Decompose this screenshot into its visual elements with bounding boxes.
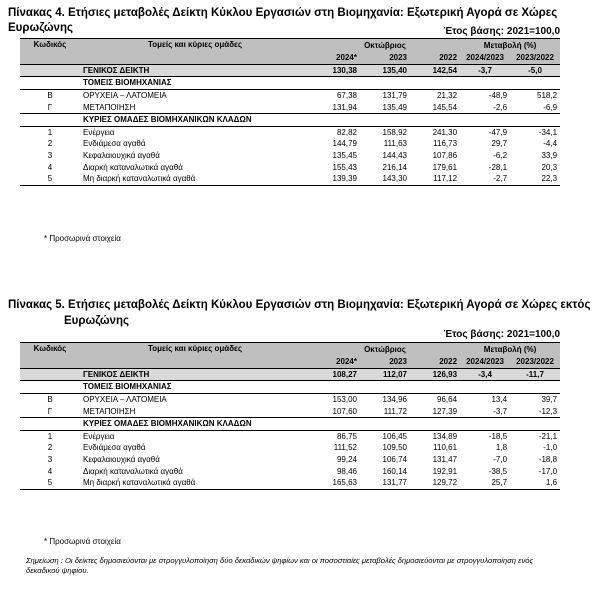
section-label: ΚΥΡΙΕΣ ΟΜΑΔΕΣ ΒΙΟΜΗΧΑΝΙΚΩΝ ΚΛΑΔΩΝ [80, 417, 560, 430]
row-label: Διαρκή καταναλωτικά αγαθά [83, 162, 183, 172]
cell-value: 134,96 [382, 395, 407, 405]
cell-code: 4 [47, 162, 53, 172]
cell-value: 131,77 [360, 477, 410, 489]
cell-value: 111,63 [383, 139, 407, 149]
cell-value: -18,5 [488, 431, 508, 441]
cell-value: -38,5 [488, 466, 508, 476]
cell-value: -6,2 [493, 151, 508, 161]
cell-code: 3 [47, 151, 53, 161]
cell-code: Γ [20, 101, 80, 113]
table-row [20, 454, 560, 466]
col-change-header: Μεταβολή (%) [460, 343, 560, 357]
cell-value: -21,1 [538, 431, 558, 441]
table-row [20, 442, 560, 454]
table5-title-line1: Πίνακας 5. Ετήσιες μεταβολές Δείκτη Κύκλου Εργασιών στη Βιομηχανία: Εξωτερική Αγορά σε Χώρες εκτός [8, 299, 591, 311]
table-row [20, 173, 560, 185]
table-row [20, 126, 560, 138]
cell-value: 129,72 [410, 477, 460, 489]
table5-title-line2: Ευρωζώνης [64, 315, 129, 327]
cell-value: 165,63 [310, 477, 360, 489]
cell-value: 144,43 [382, 151, 407, 161]
cell-value: 86,75 [336, 431, 357, 441]
table-row [20, 477, 560, 489]
cell-value: 33,9 [541, 151, 558, 161]
col-sectors-header: Τομείς και κύριες ομάδες [80, 343, 310, 369]
cell-value: 155,43 [332, 162, 357, 172]
cell-value: -47,9 [488, 127, 508, 137]
row-label: ΟΡΥΧΕΙΑ – ΛΑΤΟΜΕΙΑ [83, 395, 167, 405]
cell-code: 2 [47, 139, 53, 149]
col-change-header: Μεταβολή (%) [460, 39, 560, 53]
cell-value: 131,47 [432, 455, 458, 465]
cell-value: 241,30 [432, 127, 458, 137]
cell-value: 127,39 [410, 405, 460, 417]
cell-value: 135,40 [360, 64, 410, 77]
footnote: Σημείωση : Οι δείκτες δημοσιεύονται με στρογγυλοποίηση δύο δεκαδικών ψηφίων και οι ποσοστιαίες μεταβολές δημοσιεύονται με στρογγυλοποίηση ενός δεκαδικού ψηφίου. [26, 556, 534, 575]
cell-value: 98,46 [336, 466, 357, 476]
cell-value: 25,7 [460, 477, 510, 489]
cell-value: 160,14 [382, 466, 407, 476]
cell-code: 5 [20, 173, 80, 185]
row-label: ΜΕΤΑΠΟΙΗΣΗ [80, 405, 310, 417]
cell-code: 1 [47, 127, 53, 137]
col-change-2023-2022-header: 2023/2022 [510, 356, 560, 368]
table4-base-year: Έτος βάσης: 2021=100,0 [443, 26, 560, 37]
cell-value: 99,24 [336, 455, 357, 465]
cell-value: 1,8 [495, 443, 508, 453]
col-sectors-header: Τομείς και κύριες ομάδες [80, 39, 310, 65]
cell-code: 1 [47, 431, 53, 441]
table-row [20, 393, 560, 405]
table-row [20, 138, 560, 150]
col-october-header: Οκτώβριος [310, 39, 460, 53]
cell-value: 108,27 [310, 368, 360, 381]
table5-base-year: Έτος βάσης: 2021=100,0 [443, 329, 560, 340]
cell-value: 106,74 [382, 455, 407, 465]
table-row [20, 150, 560, 162]
col-2024-header: 2024* [310, 356, 360, 368]
cell-value: -6,9 [510, 101, 560, 113]
cell-value: 67,38 [336, 91, 357, 101]
cell-value: -2,6 [460, 101, 510, 113]
col-change-2024-2023-header: 2024/2023 [460, 52, 510, 64]
row-label: ΜΕΤΑΠΟΙΗΣΗ [80, 101, 310, 113]
row-label: ΓΕΝΙΚΟΣ ΔΕΙΚΤΗ [80, 64, 310, 77]
cell-value: 116,73 [433, 139, 458, 149]
cell-value: -48,9 [488, 91, 508, 101]
cell-value: 518,2 [537, 91, 558, 101]
cell-value: -3,7 [460, 405, 510, 417]
cell-value: -1,0 [543, 443, 558, 453]
cell-value: 192,91 [432, 466, 458, 476]
table4-note: * Προσωρινά στοιχεία [44, 234, 121, 243]
col-2023-header: 2023 [360, 52, 410, 64]
cell-value: 144,79 [332, 139, 357, 149]
cell-value: 107,86 [432, 151, 458, 161]
cell-value: 111,72 [360, 405, 410, 417]
cell-value: 21,32 [437, 91, 458, 101]
cell-value: 82,82 [336, 127, 357, 137]
row-label: Μη διαρκή καταναλωτικά αγαθά [80, 173, 310, 185]
table-row-general-index [20, 368, 560, 381]
cell-value: -2,7 [460, 173, 510, 185]
cell-code: 5 [20, 477, 80, 489]
cell-value: 1,6 [510, 477, 560, 489]
cell-value: 126,93 [410, 368, 460, 381]
col-2023-header: 2023 [360, 356, 410, 368]
row-label: Κεφαλαιουχικά αγαθά [83, 151, 160, 161]
col-code-header: Κωδικός [20, 343, 80, 369]
cell-value: -11,7 [510, 368, 560, 381]
table5-note: * Προσωρινά στοιχεία [44, 537, 121, 546]
table-row [20, 161, 560, 173]
cell-value: 106,45 [382, 431, 407, 441]
cell-value: 139,39 [310, 173, 360, 185]
cell-value: -18,8 [538, 455, 558, 465]
cell-value: -34,1 [538, 127, 558, 137]
cell-value: 29,7 [491, 139, 508, 149]
table4 [20, 38, 560, 186]
cell-value: 135,45 [332, 151, 357, 161]
row-label: ΓΕΝΙΚΟΣ ΔΕΙΚΤΗ [80, 368, 310, 381]
row-label: Κεφαλαιουχικά αγαθά [83, 455, 160, 465]
table-row [20, 101, 560, 113]
cell-value: 143,30 [360, 173, 410, 185]
cell-code: Γ [20, 405, 80, 417]
cell-value: 109,50 [382, 443, 407, 453]
cell-value: 96,64 [437, 395, 458, 405]
cell-code: 2 [47, 443, 53, 453]
section-label: ΤΟΜΕΙΣ ΒΙΟΜΗΧΑΝΙΑΣ [80, 381, 560, 394]
section-heading-groups [20, 417, 560, 430]
section-label: ΚΥΡΙΕΣ ΟΜΑΔΕΣ ΒΙΟΜΗΧΑΝΙΚΩΝ ΚΛΑΔΩΝ [80, 113, 560, 126]
section-heading-sectors [20, 77, 560, 90]
cell-value: 39,7 [541, 395, 558, 405]
table-row [20, 405, 560, 417]
cell-value: -28,1 [488, 162, 508, 172]
section-heading-groups [20, 113, 560, 126]
cell-value: 153,00 [332, 395, 357, 405]
row-label: Διαρκή καταναλωτικά αγαθά [83, 466, 183, 476]
cell-value: -3,7 [460, 64, 510, 77]
col-code-header: Κωδικός [20, 39, 80, 65]
section-heading-sectors [20, 381, 560, 394]
row-label: Ενέργεια [83, 431, 115, 441]
row-label: Μη διαρκή καταναλωτικά αγαθά [80, 477, 310, 489]
cell-value: 131,79 [382, 91, 407, 101]
cell-value: 117,12 [410, 173, 460, 185]
cell-value: 135,49 [360, 101, 410, 113]
cell-value: 110,61 [433, 443, 458, 453]
cell-value: 158,92 [382, 127, 407, 137]
cell-value: 142,54 [410, 64, 460, 77]
cell-value: 179,61 [432, 162, 458, 172]
col-2022-header: 2022 [410, 356, 460, 368]
cell-value: 216,14 [382, 162, 407, 172]
section-label: ΤΟΜΕΙΣ ΒΙΟΜΗΧΑΝΙΑΣ [80, 77, 560, 90]
cell-code: 4 [47, 466, 53, 476]
cell-value: 20,3 [541, 162, 558, 172]
cell-value: 131,94 [310, 101, 360, 113]
cell-value: -12,3 [510, 405, 560, 417]
table-row [20, 430, 560, 442]
table-row [20, 89, 560, 101]
cell-value: 112,07 [360, 368, 410, 381]
col-october-header: Οκτώβριος [310, 343, 460, 357]
cell-value: -3,4 [460, 368, 510, 381]
cell-value: -5,0 [510, 64, 560, 77]
table4-header-row-1 [20, 39, 560, 53]
table-row-general-index [20, 64, 560, 77]
cell-value: 145,54 [410, 101, 460, 113]
cell-value: -7,0 [493, 455, 508, 465]
row-label: ΟΡΥΧΕΙΑ – ΛΑΤΟΜΕΙΑ [83, 91, 167, 101]
cell-code: 3 [47, 455, 53, 465]
table-row [20, 465, 560, 477]
row-label: Ενδιάμεσα αγαθά [83, 139, 146, 149]
col-2024-header: 2024* [310, 52, 360, 64]
table5-header-row-1 [20, 343, 560, 357]
cell-value: 130,38 [310, 64, 360, 77]
cell-value: 134,89 [432, 431, 458, 441]
cell-code: B [47, 395, 53, 405]
cell-value: 111,52 [333, 443, 357, 453]
col-2022-header: 2022 [410, 52, 460, 64]
cell-value: 22,3 [510, 173, 560, 185]
col-change-2024-2023-header: 2024/2023 [460, 356, 510, 368]
row-label: Ενδιάμεσα αγαθά [83, 443, 146, 453]
cell-value: 13,4 [491, 395, 508, 405]
col-change-2023-2022-header: 2023/2022 [510, 52, 560, 64]
cell-code: B [47, 91, 53, 101]
cell-value: -4,4 [543, 139, 558, 149]
cell-value: -17,0 [538, 466, 558, 476]
table5 [20, 342, 560, 490]
row-label: Ενέργεια [83, 127, 115, 137]
table4-title: Πίνακας 4. Ετήσιες μεταβολές Δείκτη Κύκλου Εργασιών στη Βιομηχανία: Εξωτερική Αγορά σε Χώρες Ευρωζώνης [8, 7, 558, 34]
cell-value: 107,60 [310, 405, 360, 417]
